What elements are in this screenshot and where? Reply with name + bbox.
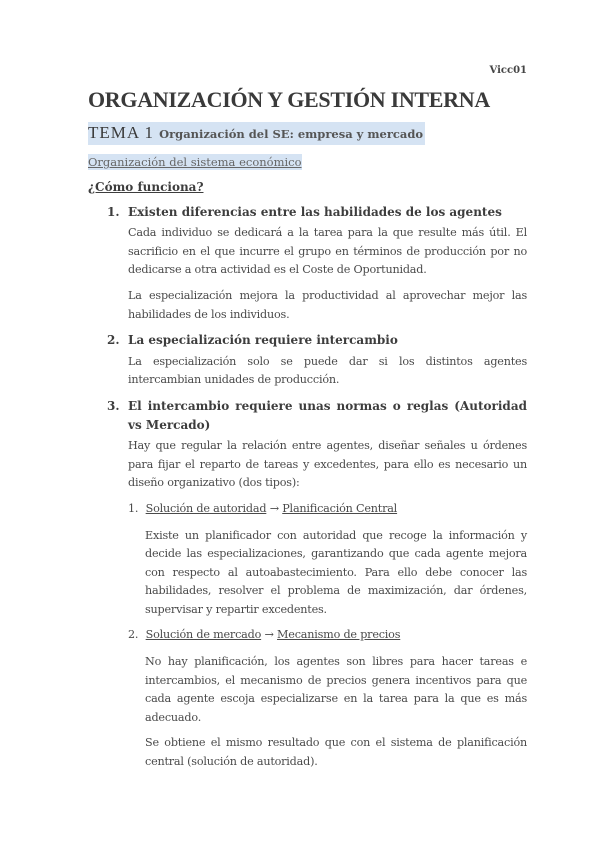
page-title: ORGANIZACIÓN Y GESTIÓN INTERNA xyxy=(88,87,490,112)
item-number: 1. xyxy=(107,204,120,219)
subitem-left: Solución de mercado xyxy=(145,628,262,642)
sub-list-item xyxy=(128,500,527,519)
subitem-number: 2. xyxy=(128,628,139,642)
tema-label: TEMA 1 xyxy=(88,123,154,142)
tema-heading xyxy=(88,122,425,145)
arrow-icon: → xyxy=(269,501,279,515)
item-number: 3. xyxy=(107,398,120,413)
question-heading: ¿Cómo funciona? xyxy=(88,180,204,194)
arrow-icon: → xyxy=(264,628,274,642)
paragraph: Cada individuo se dedicará a la tarea para la que resulte más útil. El sacrificio en el que incurre el grupo en términos de producción por no dedicarse a otra actividad es el Coste de Oportunidad. xyxy=(128,226,527,277)
author-label: Vicc01 xyxy=(489,65,527,76)
item-heading: La especialización requiere intercambio xyxy=(128,333,398,348)
list-item xyxy=(107,331,527,350)
item-heading: Existen diferencias entre las habilidades de los agentes xyxy=(128,204,502,219)
subitem-right: Planificación Central xyxy=(282,501,398,515)
list-item xyxy=(107,397,527,434)
paragraph: Hay que regular la relación entre agentes, diseñar señales u órdenes para fijar el reparto de tareas y excedentes, para ello es necesario un diseño organizativo (dos tipos): xyxy=(128,439,527,490)
item-heading: El intercambio requiere unas normas o reglas (Autoridad vs Mercado) xyxy=(128,398,527,432)
subitem-right: Mecanismo de precios xyxy=(277,628,401,642)
paragraph: La especialización solo se puede dar si los distintos agentes intercambian unidades de producción. xyxy=(128,354,527,387)
paragraph: Existe un planificador con autoridad que recoge la información y decide las especializaciones, garantizando que cada agente mejora con respecto al autoabastecimiento. Para ello debe conocer las habilidades, resolver el problema de maximización, dar órdenes, supervisar y repartir excedentes. xyxy=(145,528,527,616)
list-item xyxy=(107,203,527,222)
subitem-number: 1. xyxy=(128,501,139,515)
subitem-left: Solución de autoridad xyxy=(145,501,267,515)
item-number: 2. xyxy=(107,333,120,348)
paragraph: La especialización mejora la productividad al aprovechar mejor las habilidades de los individuos. xyxy=(128,288,527,321)
sub-list-item xyxy=(128,626,527,645)
section-heading: Organización del sistema económico xyxy=(88,155,302,169)
paragraph: No hay planificación, los agentes son libres para hacer tareas e intercambios, el mecanismo de precios genera incentivos para que cada agente escoja especializarse en la tarea para la que es más adecuado. xyxy=(145,655,527,724)
tema-subtitle: Organización del SE: empresa y mercado xyxy=(159,127,424,141)
paragraph: Se obtiene el mismo resultado que con el sistema de planificación central (solución de autoridad). xyxy=(145,736,527,769)
